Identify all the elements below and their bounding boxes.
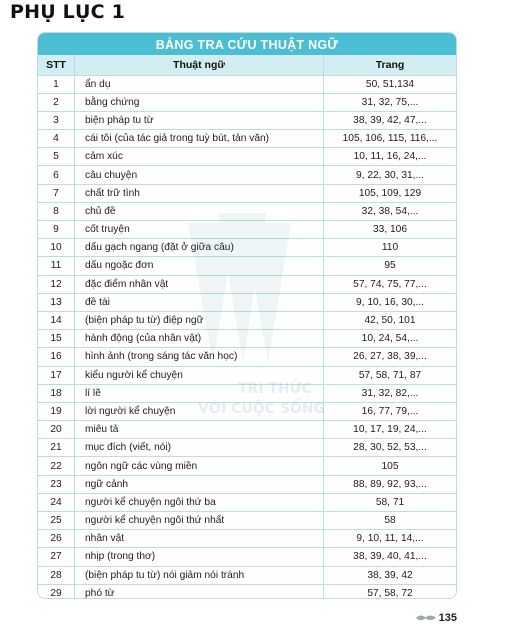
row-stt: 13 [38, 293, 75, 311]
table-row [38, 111, 456, 129]
table-row [38, 130, 456, 148]
row-pages: 105 [324, 457, 457, 475]
leaf-decoration-icon [415, 613, 437, 622]
row-term: hình ảnh (trong sáng tác văn học) [75, 348, 324, 366]
row-term: dấu gạch ngang (đặt ở giữa câu) [75, 239, 324, 257]
row-pages: 42, 50, 101 [324, 311, 457, 329]
row-term: đề tài [75, 293, 324, 311]
table-row [38, 184, 456, 202]
table-row [38, 512, 456, 530]
row-stt: 23 [38, 475, 75, 493]
row-pages: 31, 32, 82,... [324, 384, 457, 402]
row-stt: 8 [38, 202, 75, 220]
table-row [38, 75, 456, 93]
row-pages: 57, 58, 71, 87 [324, 366, 457, 384]
row-term: người kể chuyện ngôi thứ ba [75, 493, 324, 511]
row-stt: 3 [38, 111, 75, 129]
table-row [38, 548, 456, 566]
row-stt: 21 [38, 439, 75, 457]
row-pages: 88, 89, 92, 93,... [324, 475, 457, 493]
row-stt: 20 [38, 421, 75, 439]
row-term: mục đích (viết, nói) [75, 439, 324, 457]
row-term: nhân vật [75, 530, 324, 548]
row-pages: 10, 17, 19, 24,... [324, 421, 457, 439]
column-header-term: Thuật ngữ [75, 55, 324, 75]
row-stt: 16 [38, 348, 75, 366]
row-pages: 26, 27, 38, 39,... [324, 348, 457, 366]
row-stt: 10 [38, 239, 75, 257]
row-stt: 17 [38, 366, 75, 384]
row-stt: 22 [38, 457, 75, 475]
row-term: cái tôi (của tác giả trong tuỳ bút, tản văn) [75, 130, 324, 148]
column-header-page: Trang [324, 55, 457, 75]
table-row [38, 330, 456, 348]
row-pages: 16, 77, 79,... [324, 402, 457, 420]
row-term: chất trữ tình [75, 184, 324, 202]
row-term: lời người kể chuyện [75, 402, 324, 420]
row-term: câu chuyện [75, 166, 324, 184]
table-row [38, 202, 456, 220]
table-row [38, 584, 456, 599]
row-stt: 4 [38, 130, 75, 148]
table-row [38, 348, 456, 366]
row-pages: 32, 38, 54,... [324, 202, 457, 220]
row-pages: 57, 74, 75, 77,... [324, 275, 457, 293]
row-term: biện pháp tu từ [75, 111, 324, 129]
row-term: (biện pháp tu từ) nói giảm nói tránh [75, 566, 324, 584]
table-row [38, 93, 456, 111]
row-stt: 1 [38, 75, 75, 93]
row-stt: 15 [38, 330, 75, 348]
row-term: chủ đề [75, 202, 324, 220]
row-pages: 10, 24, 54,... [324, 330, 457, 348]
table-row [38, 148, 456, 166]
row-term: cốt truyện [75, 221, 324, 239]
glossary-table [38, 55, 456, 599]
row-term: ngữ cảnh [75, 475, 324, 493]
row-stt: 11 [38, 257, 75, 275]
glossary-table-card [37, 32, 457, 599]
table-title: BẢNG TRA CỨU THUẬT NGỮ [38, 33, 456, 55]
column-header-stt: STT [38, 55, 75, 75]
row-pages: 9, 10, 16, 30,... [324, 293, 457, 311]
row-term: ẩn dụ [75, 75, 324, 93]
row-term: người kể chuyện ngôi thứ nhất [75, 512, 324, 530]
table-body [38, 75, 456, 599]
row-stt: 6 [38, 166, 75, 184]
row-term: dấu ngoặc đơn [75, 257, 324, 275]
table-row [38, 530, 456, 548]
row-pages: 105, 106, 115, 116,... [324, 130, 457, 148]
table-row [38, 493, 456, 511]
row-pages: 38, 39, 42 [324, 566, 457, 584]
row-term: bằng chứng [75, 93, 324, 111]
row-term: (biện pháp tu từ) điệp ngữ [75, 311, 324, 329]
row-term: cảm xúc [75, 148, 324, 166]
row-stt: 14 [38, 311, 75, 329]
row-term: phó từ [75, 584, 324, 599]
row-stt: 19 [38, 402, 75, 420]
watermark-text-line1: TRI THỨC [238, 381, 312, 397]
table-row [38, 239, 456, 257]
row-pages: 58 [324, 512, 457, 530]
table-row [38, 475, 456, 493]
table-row [38, 384, 456, 402]
table-row [38, 366, 456, 384]
row-pages: 38, 39, 40, 41,... [324, 548, 457, 566]
table-row [38, 275, 456, 293]
table-row [38, 402, 456, 420]
row-pages: 28, 30, 52, 53,... [324, 439, 457, 457]
row-pages: 110 [324, 239, 457, 257]
row-stt: 9 [38, 221, 75, 239]
row-pages: 33, 106 [324, 221, 457, 239]
row-stt: 28 [38, 566, 75, 584]
table-row [38, 166, 456, 184]
row-pages: 95 [324, 257, 457, 275]
row-pages: 105, 109, 129 [324, 184, 457, 202]
row-term: ngôn ngữ các vùng miền [75, 457, 324, 475]
page-number: 135 [438, 612, 457, 624]
table-row [38, 311, 456, 329]
table-row [38, 421, 456, 439]
row-pages: 9, 10, 11, 14,... [324, 530, 457, 548]
row-stt: 25 [38, 512, 75, 530]
row-pages: 38, 39, 42, 47,... [324, 111, 457, 129]
row-term: hành động (của nhân vật) [75, 330, 324, 348]
row-pages: 31, 32, 75,... [324, 93, 457, 111]
row-term: đặc điểm nhân vật [75, 275, 324, 293]
table-row [38, 257, 456, 275]
row-pages: 9, 22, 30, 31,... [324, 166, 457, 184]
row-stt: 27 [38, 548, 75, 566]
row-term: kiểu người kể chuyện [75, 366, 324, 384]
row-stt: 24 [38, 493, 75, 511]
watermark-text-line2: VỚI CUỘC SỐNG [198, 401, 326, 417]
row-stt: 29 [38, 584, 75, 599]
row-term: lí lẽ [75, 384, 324, 402]
row-stt: 2 [38, 93, 75, 111]
table-row [38, 439, 456, 457]
row-stt: 26 [38, 530, 75, 548]
row-pages: 10, 11, 16, 24,... [324, 148, 457, 166]
row-term: miêu tả [75, 421, 324, 439]
table-header-row [38, 55, 456, 75]
table-row [38, 293, 456, 311]
appendix-heading: PHỤ LỤC 1 [10, 1, 125, 23]
table-row [38, 566, 456, 584]
row-stt: 18 [38, 384, 75, 402]
table-row [38, 457, 456, 475]
row-pages: 50, 51,134 [324, 75, 457, 93]
row-pages: 57, 58, 72 [324, 584, 457, 599]
table-row [38, 221, 456, 239]
row-pages: 58, 71 [324, 493, 457, 511]
row-stt: 5 [38, 148, 75, 166]
row-stt: 12 [38, 275, 75, 293]
row-stt: 7 [38, 184, 75, 202]
row-term: nhịp (trong thơ) [75, 548, 324, 566]
